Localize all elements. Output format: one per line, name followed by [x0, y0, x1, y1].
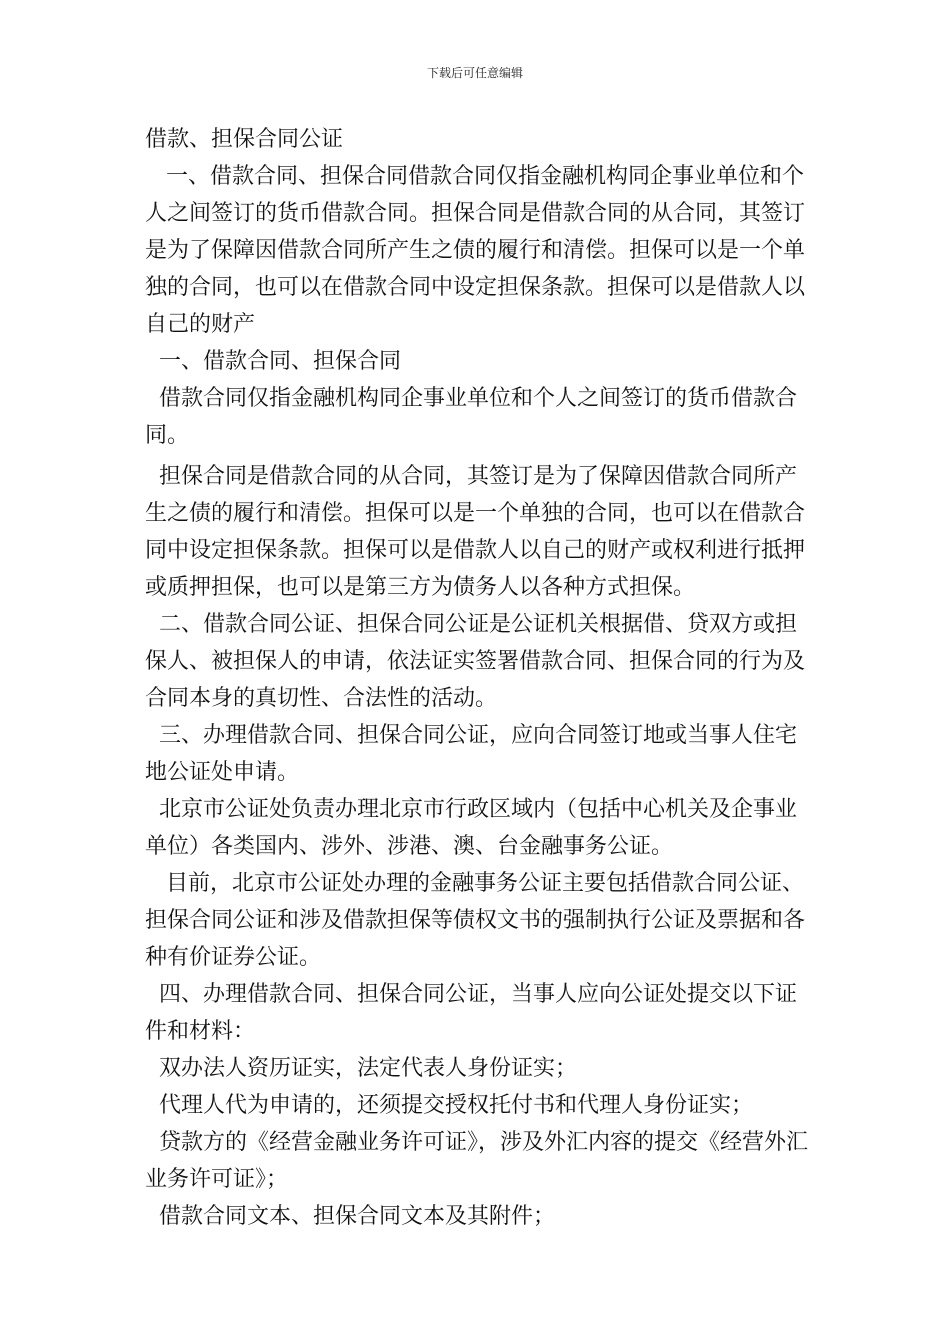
paragraph: 担保合同是借款合同的从合同，其签订是为了保障因借款合同所产生之债的履行和清偿。担保可以是一个单独的合同，也可以在借款合同中设定担保条款。担保可以是借款人以自己的财产或权利进行抵押或质押担保，也可以是第三方为债务人以各种方式担保。 — [145, 464, 806, 600]
paragraph: 目前，北京市公证处办理的金融事务公证主要包括借款合同公证、担保合同公证和涉及借款担保等债权文书的强制执行公证及票据和各种有价证券公证。 — [145, 871, 806, 970]
paragraph: 一、借款合同、担保合同 — [145, 349, 402, 374]
page-header-note: 下载后可任意编辑 — [426, 66, 523, 80]
paragraph: 三、办理借款合同、担保合同公证，应向合同签订地或当事人住宅地公证处申请。 — [145, 723, 798, 785]
paragraph: 借款合同仅指金融机构同企事业单位和个人之间签订的货币借款合同。 — [145, 386, 798, 448]
paragraph: 双办法人资历证实，法定代表人身份证实； — [145, 1056, 578, 1081]
paragraph: 代理人代为申请的，还须提交授权托付书和代理人身份证实； — [145, 1093, 754, 1118]
document-title: 借款、担保合同公证 — [145, 127, 344, 152]
document-body — [145, 121, 810, 1235]
paragraph: 一、借款合同、担保合同借款合同仅指金融机构同企事业单位和个人之间签订的货币借款合同。担保合同是借款合同的从合同，其签订是为了保障因借款合同所产生之债的履行和清偿。担保可以是一个单独的合同，也可以在借款合同中设定担保条款。担保可以是借款人以自己的财产 — [145, 164, 806, 337]
paragraph: 贷款方的《经营金融业务许可证》，涉及外汇内容的提交《经营外汇业务许可证》； — [145, 1130, 809, 1192]
paragraph: 借款合同文本、担保合同文本及其附件； — [145, 1204, 556, 1229]
paragraph: 二、借款合同公证、担保合同公证是公证机关根据借、贷双方或担保人、被担保人的申请，依法证实签署借款合同、担保合同的行为及合同本身的真切性、合法性的活动。 — [145, 612, 806, 711]
paragraph: 北京市公证处负责办理北京市行政区域内（包括中心机关及企事业单位）各类国内、涉外、涉港、澳、台金融事务公证。 — [145, 797, 798, 859]
paragraph: 四、办理借款合同、担保合同公证，当事人应向公证处提交以下证件和材料： — [145, 982, 798, 1044]
